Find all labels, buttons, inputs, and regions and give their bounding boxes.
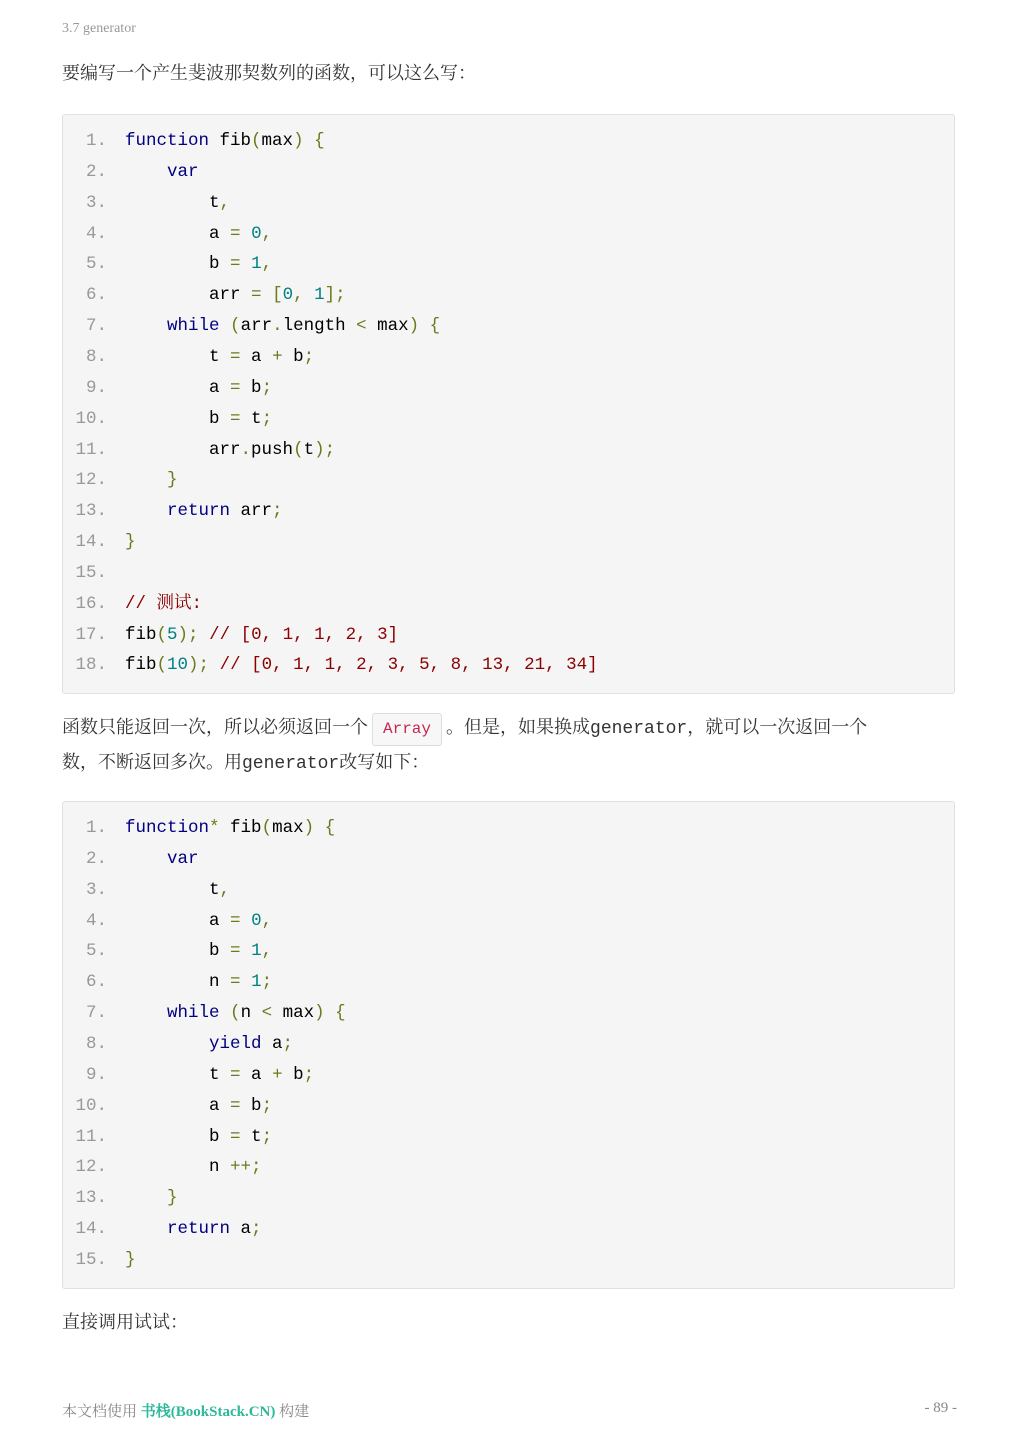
line-number: 18. bbox=[75, 655, 107, 676]
code-token: // [0, 1, 1, 2, 3] bbox=[209, 624, 399, 645]
code-token: ; bbox=[303, 1064, 315, 1085]
code-token: while bbox=[167, 1003, 220, 1024]
code-token: ) bbox=[408, 316, 420, 337]
line-number: 6. bbox=[85, 285, 107, 306]
footer-credit bbox=[62, 1400, 309, 1421]
code-text bbox=[125, 844, 199, 875]
code-token: b bbox=[125, 941, 231, 962]
code-token: ; bbox=[272, 501, 283, 522]
code-token: n bbox=[240, 1003, 262, 1024]
code-token: = bbox=[230, 1064, 241, 1085]
code-text bbox=[125, 589, 202, 620]
code-token: arr bbox=[125, 285, 252, 306]
code-token: function bbox=[125, 131, 210, 151]
code-token: 1 bbox=[314, 285, 325, 306]
code-text bbox=[125, 936, 272, 967]
code-token bbox=[220, 1003, 231, 1023]
code-text bbox=[125, 1029, 293, 1060]
code-token: ); bbox=[177, 624, 199, 645]
code-token: var bbox=[167, 161, 199, 182]
code-token: ; bbox=[261, 1126, 273, 1147]
code-token bbox=[314, 818, 325, 838]
line-number: 8. bbox=[85, 1033, 107, 1054]
code-token bbox=[125, 1188, 167, 1208]
line-number: 1. bbox=[85, 818, 107, 838]
line-number: 2. bbox=[85, 161, 107, 182]
code-token: n bbox=[125, 1157, 231, 1178]
line-number: 2. bbox=[85, 848, 107, 869]
code-token: var bbox=[167, 848, 199, 869]
code-token: } bbox=[167, 1188, 178, 1209]
code-token bbox=[209, 655, 220, 675]
line-number: 3. bbox=[85, 192, 107, 213]
code-token: , bbox=[261, 910, 273, 931]
code-text bbox=[125, 813, 335, 844]
code-token: } bbox=[125, 1249, 136, 1270]
code-block-fib-array bbox=[62, 114, 955, 694]
code-token: 1 bbox=[251, 254, 262, 275]
code-token bbox=[304, 131, 315, 151]
code-token: < bbox=[261, 1003, 273, 1024]
code-token: 5 bbox=[167, 624, 178, 645]
code-token bbox=[125, 1219, 167, 1239]
code-token: ; bbox=[261, 408, 273, 429]
code-text bbox=[125, 249, 272, 280]
code-token: b bbox=[240, 1095, 262, 1116]
code-token: t bbox=[125, 192, 220, 213]
code-text bbox=[125, 527, 136, 558]
code-token bbox=[125, 501, 167, 521]
code-token: ); bbox=[314, 439, 336, 460]
code-token: 1 bbox=[251, 972, 262, 993]
code-token: ; bbox=[251, 1219, 262, 1240]
line-number: 10. bbox=[75, 408, 107, 429]
line-number: 16. bbox=[75, 593, 107, 614]
code-token: } bbox=[125, 532, 136, 553]
code-token: ( bbox=[156, 655, 168, 676]
code-token: arr bbox=[230, 501, 273, 522]
code-text bbox=[125, 496, 283, 527]
code-token: = bbox=[230, 346, 241, 367]
code-token bbox=[125, 470, 167, 490]
code-token: while bbox=[167, 316, 220, 337]
code-text bbox=[125, 998, 346, 1029]
code-token bbox=[419, 316, 430, 336]
code-text bbox=[125, 404, 272, 435]
code-text bbox=[125, 875, 230, 906]
code-token: ; bbox=[261, 972, 273, 993]
code-text bbox=[125, 219, 272, 250]
code-token: t bbox=[240, 408, 262, 429]
code-token bbox=[241, 224, 252, 244]
page-number: - 89 - bbox=[924, 1400, 957, 1416]
code-token: , bbox=[219, 192, 231, 213]
code-text bbox=[125, 311, 440, 342]
code-token: b bbox=[125, 408, 231, 429]
explanation-generator-1: generator bbox=[590, 719, 688, 739]
explanation-text-2: 。但是，如果换成 bbox=[446, 717, 591, 738]
code-token: , bbox=[261, 941, 273, 962]
line-number: 10. bbox=[75, 1095, 107, 1116]
code-text bbox=[125, 1091, 272, 1122]
code-text bbox=[125, 342, 314, 373]
code-token: , bbox=[261, 254, 273, 275]
code-token: b bbox=[125, 254, 231, 275]
line-number: 17. bbox=[75, 624, 107, 645]
line-number: 11. bbox=[75, 1126, 107, 1147]
code-token bbox=[241, 972, 252, 992]
code-token: . bbox=[272, 316, 283, 337]
code-token: = bbox=[251, 285, 262, 306]
code-token: ) bbox=[293, 131, 304, 151]
code-token: . bbox=[240, 439, 252, 460]
line-number: 14. bbox=[75, 532, 107, 553]
code-token: t bbox=[125, 879, 220, 900]
code-token: t bbox=[125, 1064, 231, 1085]
code-token: , bbox=[219, 879, 231, 900]
code-token: ( bbox=[293, 439, 304, 460]
line-number: 14. bbox=[75, 1219, 107, 1240]
line-number: 4. bbox=[85, 223, 107, 244]
code-token: b bbox=[240, 377, 262, 398]
code-token: ( bbox=[230, 1003, 241, 1024]
code-token: ; bbox=[261, 377, 273, 398]
code-token: a bbox=[125, 910, 231, 931]
code-token: push bbox=[251, 439, 294, 460]
code-token: ( bbox=[261, 818, 273, 838]
inline-code-array: Array bbox=[372, 713, 442, 746]
line-number: 9. bbox=[85, 377, 107, 398]
code-token: * bbox=[209, 818, 220, 838]
footer-brand-link[interactable]: 书栈(BookStack.CN) bbox=[140, 1404, 276, 1420]
code-text bbox=[125, 1122, 272, 1153]
code-text bbox=[125, 157, 199, 188]
line-number: 8. bbox=[85, 346, 107, 367]
code-token: a bbox=[261, 1033, 283, 1054]
line-number: 1. bbox=[85, 131, 107, 151]
code-token: n bbox=[125, 972, 231, 993]
code-token: a bbox=[240, 346, 273, 367]
code-token bbox=[241, 254, 252, 274]
code-token: ( bbox=[251, 131, 262, 151]
code-token: a bbox=[125, 1095, 231, 1116]
code-token: = bbox=[230, 910, 241, 931]
code-text bbox=[125, 906, 272, 937]
code-token: // 测试: bbox=[125, 593, 203, 614]
code-token: t bbox=[303, 439, 315, 460]
line-number: 3. bbox=[85, 879, 107, 900]
code-token: arr bbox=[240, 316, 273, 337]
line-number: 9. bbox=[85, 1064, 107, 1085]
code-token: a bbox=[125, 223, 231, 244]
line-number: 6. bbox=[85, 972, 107, 993]
code-text bbox=[125, 1152, 262, 1183]
explanation-text-3: ，就可以一次返回一个 bbox=[687, 717, 868, 738]
code-token: + bbox=[272, 346, 283, 367]
code-block-fib-generator bbox=[62, 801, 955, 1289]
code-token bbox=[125, 1003, 167, 1023]
code-token: ; bbox=[282, 1033, 294, 1054]
code-token: ( bbox=[156, 624, 168, 645]
code-token: arr bbox=[125, 439, 241, 460]
code-token: 0 bbox=[282, 285, 294, 306]
code-token: , bbox=[293, 285, 304, 306]
code-token: fib bbox=[219, 818, 262, 838]
code-text bbox=[125, 1183, 178, 1214]
code-text bbox=[125, 280, 346, 311]
line-number: 7. bbox=[85, 1003, 107, 1024]
code-token: = bbox=[230, 254, 241, 275]
code-token bbox=[220, 316, 231, 336]
code-token: , bbox=[261, 223, 273, 244]
explanation-text-4: 数，不断返回多次。用 bbox=[62, 752, 242, 773]
code-token: ; bbox=[303, 346, 315, 367]
line-number: 5. bbox=[85, 254, 107, 275]
code-token: a bbox=[125, 377, 231, 398]
code-token: fib bbox=[209, 131, 252, 151]
footer-prefix: 本文档使用 bbox=[62, 1404, 138, 1420]
code-token bbox=[325, 1003, 336, 1023]
explanation-paragraph bbox=[62, 711, 957, 781]
code-token: ]; bbox=[324, 285, 346, 306]
code-token: = bbox=[230, 377, 241, 398]
code-token: { bbox=[314, 131, 325, 151]
code-token: max bbox=[272, 1003, 315, 1024]
line-number: 13. bbox=[75, 1188, 107, 1209]
code-token: max bbox=[272, 818, 304, 838]
code-text bbox=[125, 1214, 262, 1245]
code-token: fib bbox=[125, 624, 157, 645]
code-text bbox=[125, 373, 272, 404]
code-token: } bbox=[167, 470, 178, 491]
code-token: = bbox=[230, 941, 241, 962]
code-token: = bbox=[230, 1126, 241, 1147]
code-token: // [0, 1, 1, 2, 3, 5, 8, 13, 21, 34] bbox=[219, 655, 598, 676]
code-token bbox=[241, 911, 252, 931]
code-token: ( bbox=[230, 316, 241, 337]
code-token bbox=[125, 162, 167, 182]
code-text bbox=[125, 188, 230, 219]
code-token: < bbox=[356, 316, 367, 337]
line-number: 13. bbox=[75, 501, 107, 522]
code-token bbox=[304, 285, 315, 305]
code-text bbox=[125, 650, 598, 681]
code-token: 1 bbox=[251, 941, 262, 962]
explanation-text-5: 改写如下： bbox=[339, 752, 430, 773]
code-token: = bbox=[230, 1095, 241, 1116]
code-text bbox=[125, 435, 335, 466]
code-token bbox=[262, 285, 273, 305]
explanation-generator-2: generator bbox=[242, 754, 340, 774]
code-token: = bbox=[230, 223, 241, 244]
code-token: { bbox=[335, 1003, 346, 1024]
line-number: 7. bbox=[85, 316, 107, 337]
line-number: 15. bbox=[75, 562, 107, 583]
code-token: a bbox=[230, 1219, 252, 1240]
code-token: ++; bbox=[230, 1157, 262, 1178]
intro-paragraph: 要编写一个产生斐波那契数列的函数，可以这么写： bbox=[62, 63, 476, 84]
code-token: t bbox=[240, 1126, 262, 1147]
code-token: = bbox=[230, 408, 241, 429]
code-token: { bbox=[324, 818, 336, 838]
code-token: fib bbox=[125, 655, 157, 676]
code-token: ); bbox=[188, 655, 210, 676]
code-text bbox=[125, 126, 325, 157]
code-token: b bbox=[282, 1064, 304, 1085]
code-token: 0 bbox=[251, 223, 262, 244]
code-token: b bbox=[282, 346, 304, 367]
code-token: max bbox=[366, 316, 409, 337]
code-token: ) bbox=[303, 818, 315, 838]
code-token: function bbox=[125, 818, 210, 838]
code-token bbox=[125, 316, 167, 336]
code-token: 10 bbox=[167, 655, 189, 676]
code-token: ; bbox=[261, 1095, 273, 1116]
code-token: length bbox=[282, 316, 357, 337]
code-text bbox=[125, 620, 398, 651]
footer-suffix: 构建 bbox=[279, 1404, 310, 1420]
code-token: return bbox=[167, 1219, 231, 1240]
code-token: b bbox=[125, 1126, 231, 1147]
code-token bbox=[125, 1034, 209, 1054]
code-text bbox=[125, 967, 272, 998]
line-number: 12. bbox=[75, 470, 107, 491]
code-token: max bbox=[261, 131, 294, 151]
line-number: 11. bbox=[75, 439, 107, 460]
closing-paragraph: 直接调用试试： bbox=[62, 1312, 188, 1333]
line-number: 5. bbox=[85, 941, 107, 962]
code-token: yield bbox=[209, 1033, 262, 1054]
code-token: t bbox=[125, 346, 231, 367]
code-token bbox=[125, 849, 167, 869]
code-token: + bbox=[272, 1064, 283, 1085]
code-token bbox=[199, 625, 210, 645]
code-token: 0 bbox=[251, 910, 262, 931]
code-text bbox=[125, 1245, 136, 1276]
line-number: 4. bbox=[85, 910, 107, 931]
line-number: 15. bbox=[75, 1249, 107, 1270]
code-token: { bbox=[429, 316, 441, 337]
code-token: [ bbox=[272, 285, 283, 306]
code-token: a bbox=[240, 1064, 273, 1085]
code-token: return bbox=[167, 501, 231, 522]
explanation-text-1: 函数只能返回一次，所以必须返回一个 bbox=[62, 717, 368, 738]
code-text bbox=[125, 1060, 314, 1091]
code-token: = bbox=[230, 972, 241, 993]
code-token: ) bbox=[314, 1003, 325, 1024]
code-token bbox=[241, 941, 252, 961]
running-header: 3.7 generator bbox=[62, 21, 136, 36]
line-number: 12. bbox=[75, 1157, 107, 1178]
code-text bbox=[125, 465, 178, 496]
